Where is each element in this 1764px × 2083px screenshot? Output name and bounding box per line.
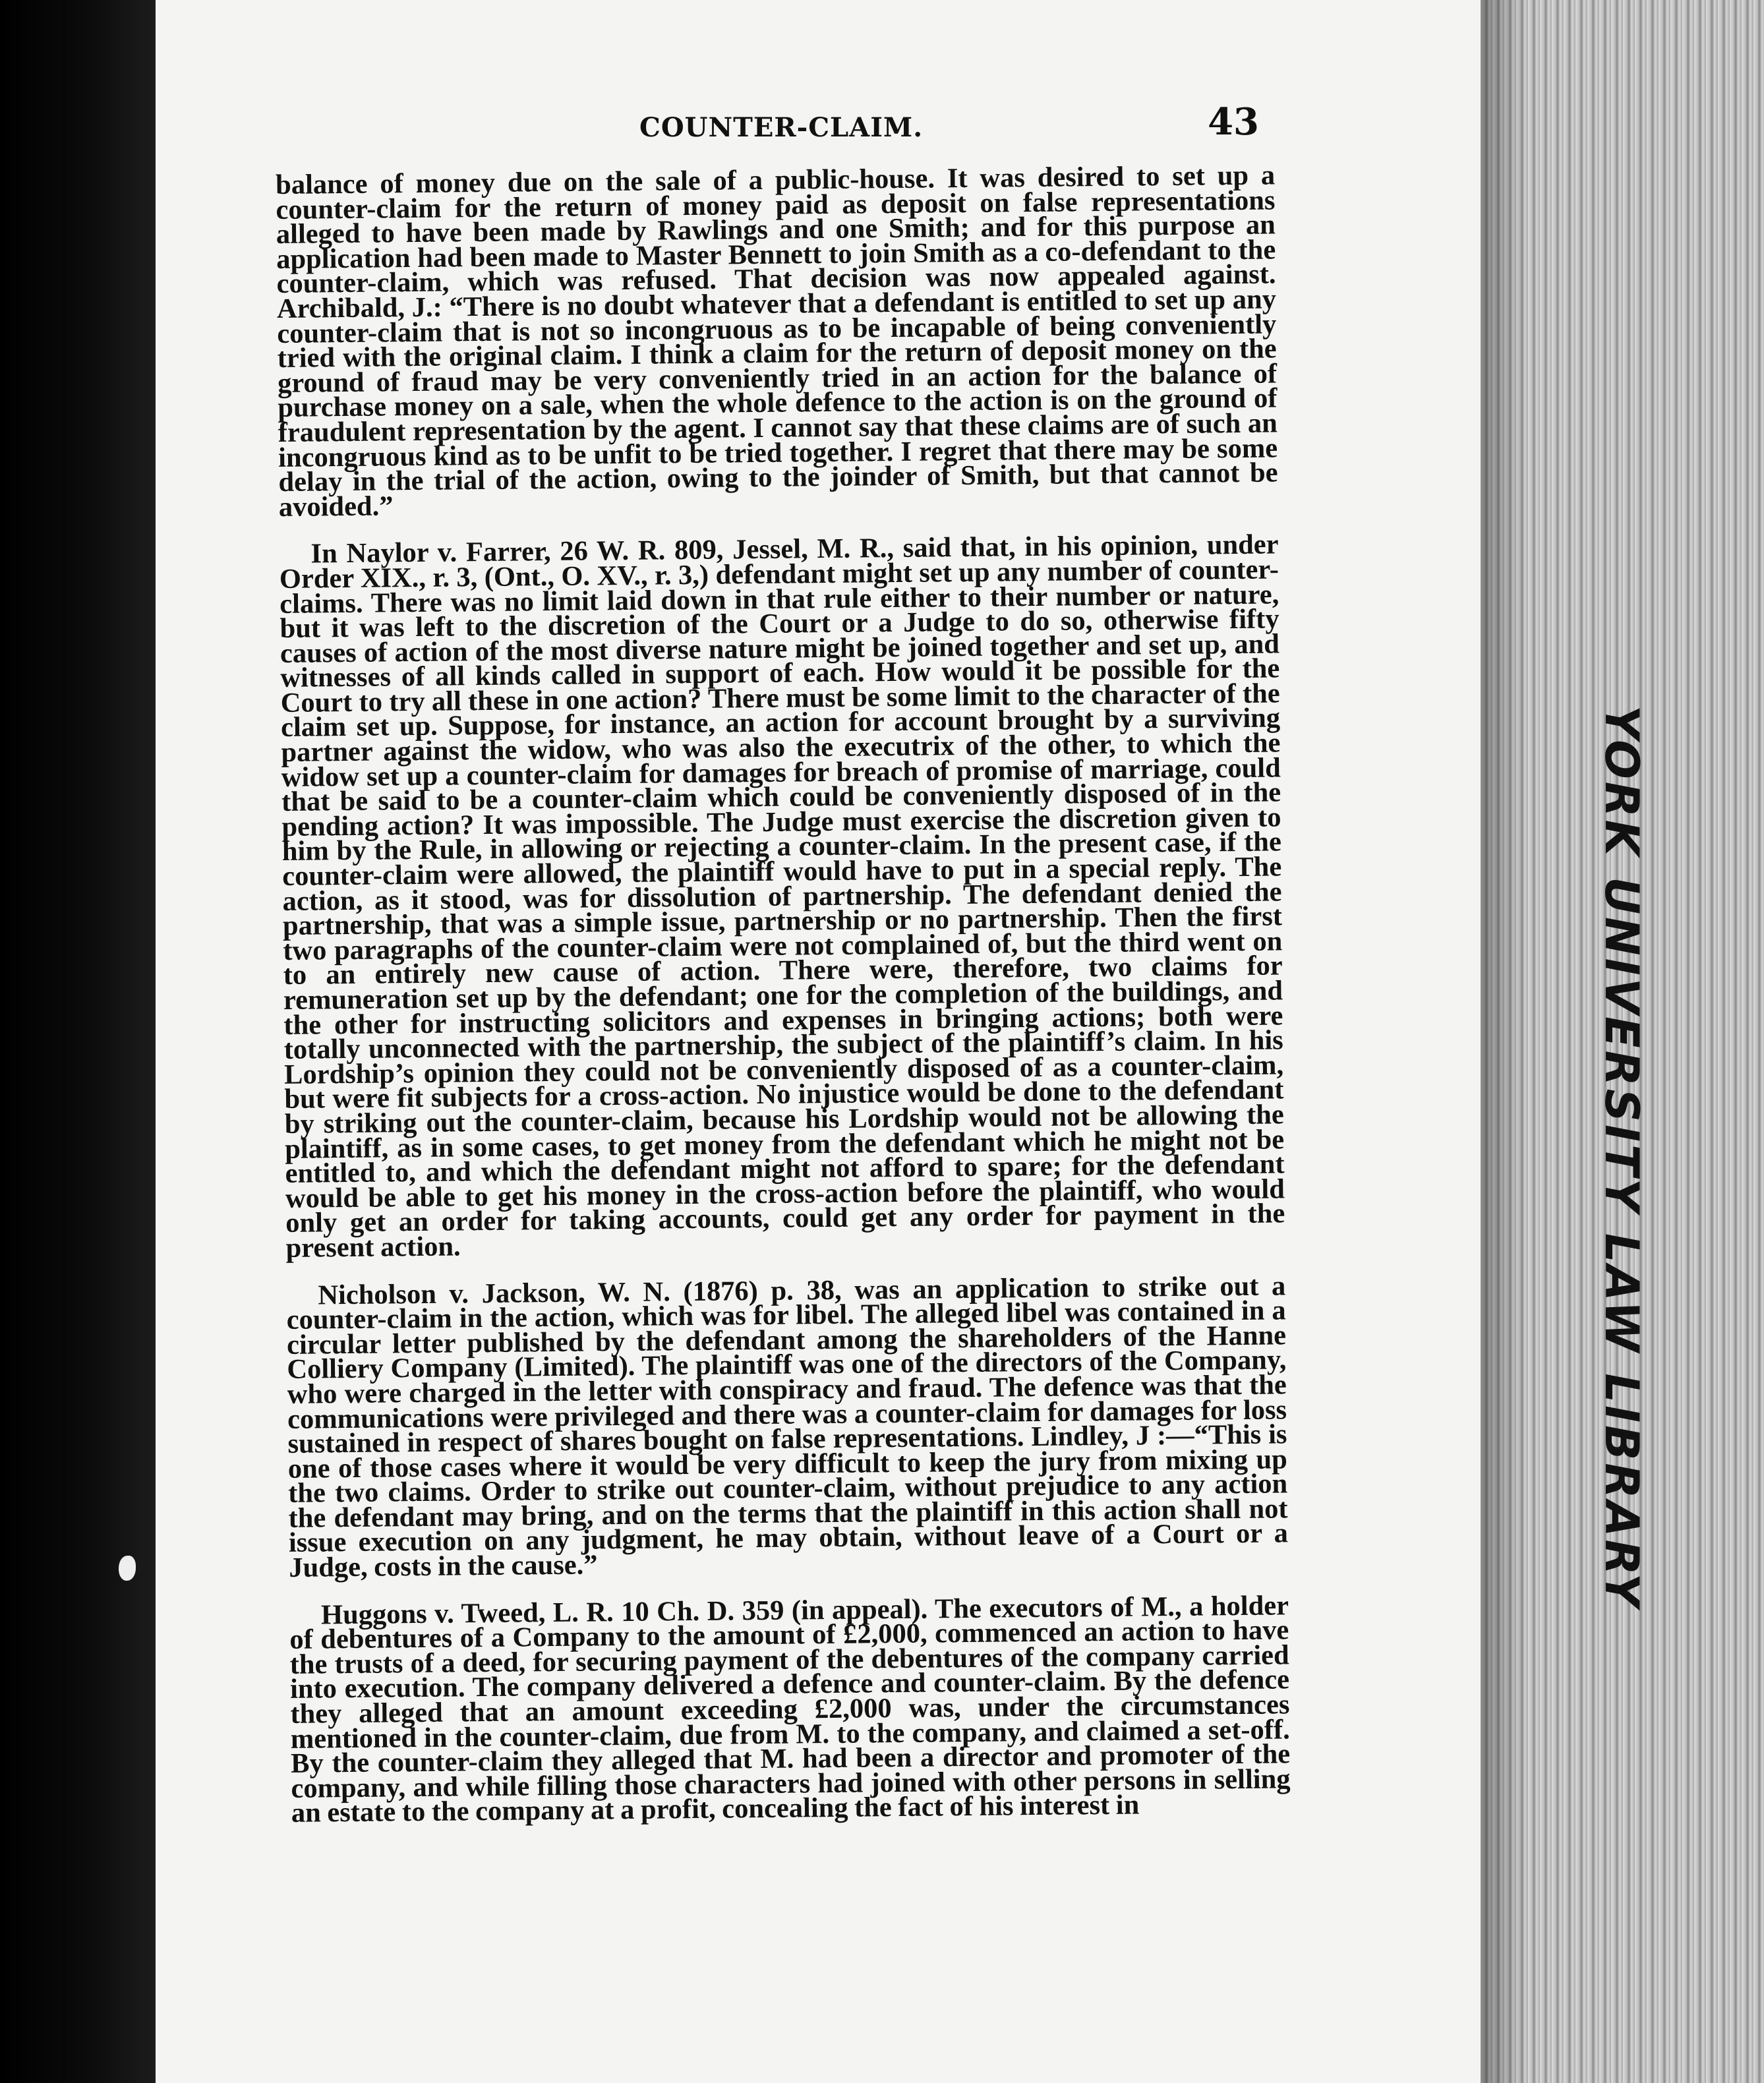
paragraph-huggons-v-tweed: Huggons v. Tweed, L. R. 10 Ch. D. 359 (in appeal). The executors of M., a holder of debentures of a Company to the amount of £2,000, commenced an action to have the trusts of a deed, for securing payment of the debentures of the company carried into execution. The company delivered a defence and counter-claim. By the defence they alleged that an amount exceeding £2,000 was, under the circumstances mentioned in the counter-claim, due from M. to the company, and claimed a set-off. By the counter-claim they alleged that M. had been a director and promoter of the company, and while filling those characters had joined with other persons in selling an estate to the company at a profit, concealing the fact of his interest in <box>289 1590 1291 1829</box>
running-title: COUNTER-CLAIM. <box>639 112 924 143</box>
page-left-shadow <box>0 0 156 2083</box>
binding-mark <box>119 1556 136 1581</box>
paragraph-continuation: balance of money due on the sale of a public-house. It was desired to set up a counter-claim for the return of money paid as deposit on false representations alleged to have been made by Rawlings and one Smith; and for this purpose an application had been made to Master Bennett to join Smith as a co-defendant to the counter-claim, which was refused. That decision was now appealed against. Archibald, J.: “There is no doubt whatever that a defendant is entitled to set up any counter-claim that is not so incongruous as to be incapable of being conveniently tried with the original claim. I think a claim for the return of deposit money on the ground of fraud may be very conveniently tried in an action for the balance of purchase money on a sale, when the whole defence to the action is on the ground of fraudulent representation by the agent. I cannot say that these claims are of such an incongruous kind as to be unfit to be tried together. I regret that there may be some delay in the trial of the action, owing to the joinder of Smith, but that cannot be avoided.” <box>275 160 1278 523</box>
paragraph-nicholson-v-jackson: Nicholson v. Jackson, W. N. (1876) p. 38, was an application to strike out a counter-claim in the action, which was for libel. The alleged libel was contained in a circular letter published by the defendant among the shareholders of the Hanne Colliery Company (Limited). The plaintiff was one of the directors of the Company, who were charged in the letter with conspiracy and fraud. The defence was that the communications were privileged and there was a counter-claim for damages for loss sustained in respect of shares bought on false representations. Lindley, J :—“This is one of those cases where it would be very difficult to keep the jury from mixing up the two claims. Order to strike out counter-claim, without prejudice to any action the defendant may bring, and on the terms that the plaintiff in this action shall not issue execution on any judgment, he may obtain, without leave of a Court or a Judge, costs in the cause.” <box>286 1270 1289 1583</box>
text-column <box>275 160 1291 1829</box>
book-edge-shadow <box>1481 0 1527 2083</box>
library-stamp: YORK UNIVERSITY LAW LIBRARY <box>1595 705 1649 1610</box>
page-header <box>270 99 1259 158</box>
page-number: 43 <box>1208 100 1259 144</box>
paragraph-naylor-v-farrer: In Naylor v. Farrer, 26 W. R. 809, Jessel, M. R., said that, in his opinion, under Order XIX., r. 3, (Ont., O. XV., r. 3,) defendant might set up any number of counter-claims. There was no limit laid down in that rule either to their number or nature, but it was left to the discretion of the Court or a Judge to do so, otherwise fifty causes of action of the most diverse nature might be joined together and set up, and witnesses of all kinds called in support of each. How would it be possible for the Court to try all these in one action? There must be some limit to the character of the claim set up. Suppose, for instance, an action for account brought by a surviving partner against the widow, who was also the executrix of the other, to which the widow set up a counter-claim for damages for breach of promise of marriage, could that be said to be a counter-claim which could be conveniently disposed of in the pending action? It was impossible. The Judge must exercise the discretion given to him by the Rule, in allowing or rejecting a counter-claim. In the present case, if the counter-claim were allowed, the plaintiff would have to put in a special reply. The action, as it stood, was for dissolution of partnership. The defendant denied the partnership, that was a simple issue, partnership or no partnership. Then the first two paragraphs of the counter-claim were not complained of, but the third went on to an entirely new cause of action. There were, therefore, two claims for remuneration set up by the defendant; one for the completion of the buildings, and the other for instructing solicitors and expenses in bringing actions; both were totally unconnected with the partnership, the subject of the plaintiff’s claim. In his Lordship’s opinion they could not be conveniently disposed of as a counter-claim, but were fit subjects for a cross-action. No injustice would be done to the defendant by striking out the counter-claim, because his Lordship would not be allowing the plaintiff, as in some cases, to get money from the defendant which he might not be entitled to, and which the defendant might not afford to spare; for the defendant would be able to get his money in the cross-action before the plaintiff, who would only get an order for taking accounts, could get any order for payment in the present action. <box>279 529 1285 1264</box>
